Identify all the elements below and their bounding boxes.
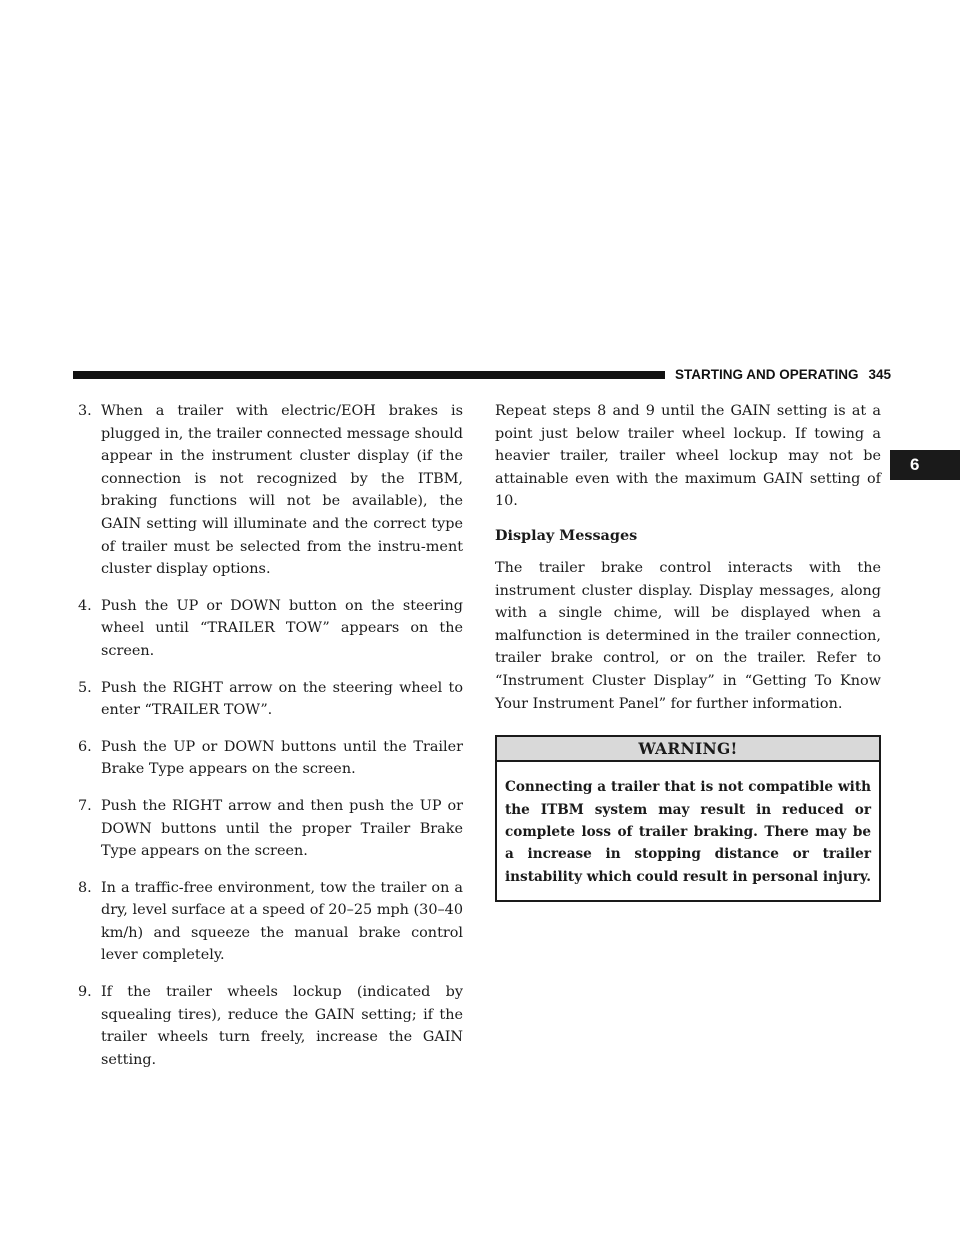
step-text: Push the UP or DOWN button on the steering wheel until “TRAILER TOW” appears on the screen. [101,597,463,659]
warning-box [495,735,881,902]
display-messages-paragraph: The trailer brake control interacts with the instrument cluster display. Display messages, along with a single chime, will be displayed when a malfunction is determined in the trailer connection, trailer brake control, or on the trailer. Refer to “Instrument Cluster Display” in “Getting To Know Your Instrument Panel” for further information. [495,559,881,712]
left-column [78,400,463,1085]
list-item [78,981,463,1071]
section-title: STARTING AND OPERATING [675,367,859,382]
step-text: When a trailer with electric/EOH brakes is plugged in, the trailer connected message should appear in the instrument cluster display (if the connection is not recognized by the ITBM, braking functions will not be available), the GAIN setting will illuminate and the correct type of trailer must be selected from the instru-ment cluster display options. [101,403,463,578]
repeat-steps-paragraph: Repeat steps 8 and 9 until the GAIN setting is at a point just below trailer wheel lockup. If towing a heavier trailer, trailer wheel lockup may not be attainable even with the maximum GAIN setting of 10. [495,403,881,510]
step-number: 4. [78,597,92,614]
section-heading: Display Messages [495,526,638,544]
step-number: 9. [78,984,92,1001]
header-rule [73,371,665,379]
step-number: 6. [78,738,92,755]
right-column [495,400,881,902]
chapter-tab: 6 [890,450,960,480]
running-header [675,365,892,385]
list-item [78,877,463,967]
list-item [78,795,463,863]
list-item [78,677,463,722]
step-text: If the trailer wheels lockup (indicated by squealing tires), reduce the GAIN setting; if the trailer wheels turn freely, increase the GAIN setting. [101,984,463,1068]
step-number: 5. [78,679,92,696]
step-text: In a traffic-free environment, tow the trailer on a dry, level surface at a speed of 20–25 mph (30–40 km/h) and squeeze the manual brake control lever completely. [101,879,463,964]
warning-title: WARNING! [497,737,879,762]
list-item [78,400,463,581]
step-text: Push the UP or DOWN buttons until the Trailer Brake Type appears on the screen. [101,738,463,778]
step-number: 7. [78,797,92,814]
list-item [78,595,463,663]
warning-text: Connecting a trailer that is not compatible with the ITBM system may result in reduced or complete loss of trailer braking. There may be a increase in stopping distance or trailer instability which could result in personal injury. [505,779,871,885]
step-number: 3. [78,403,92,419]
steps-list [78,400,463,1071]
step-text: Push the RIGHT arrow on the steering wheel to enter “TRAILER TOW”. [101,679,463,719]
list-item [78,736,463,781]
page-number: 345 [868,367,892,382]
step-number: 8. [78,879,92,896]
step-text: Push the RIGHT arrow and then push the UP or DOWN buttons until the proper Trailer Brake Type appears on the screen. [101,797,463,860]
